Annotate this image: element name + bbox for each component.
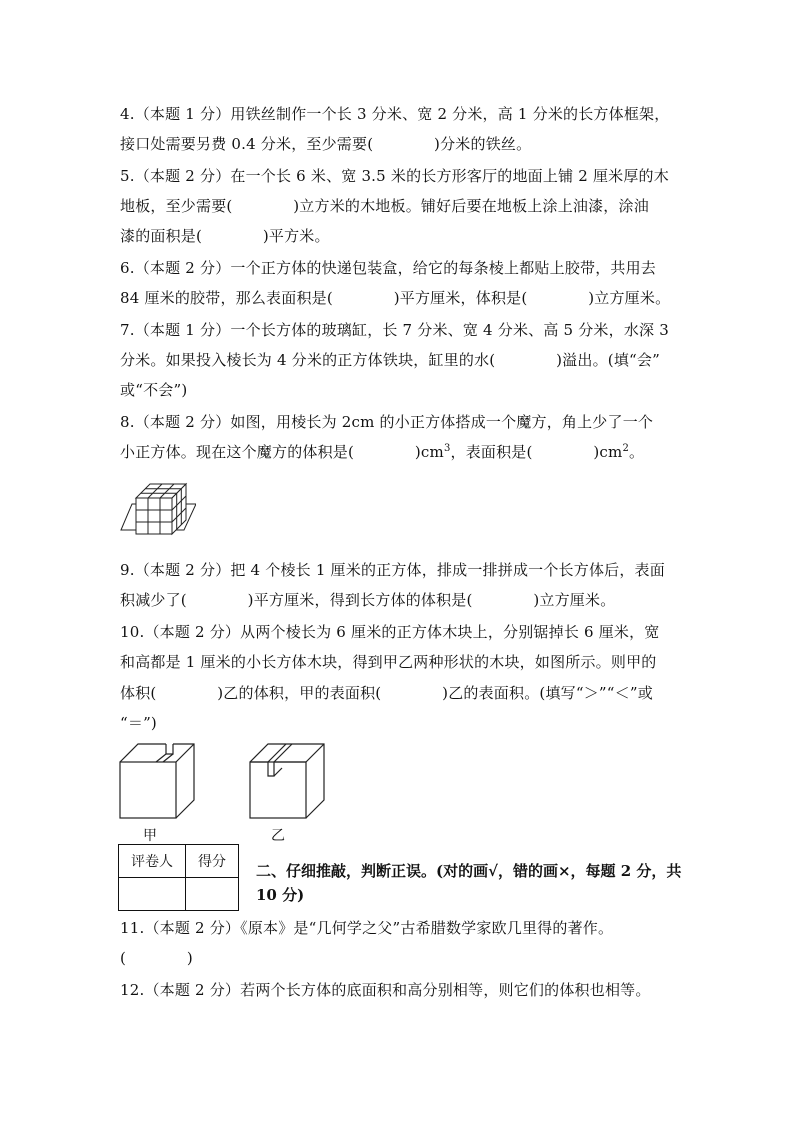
question-4-line-1: 4.（本题 1 分）用铁丝制作一个长 3 分米、宽 2 分米，高 1 分米的长方体框架， (120, 105, 670, 123)
question-11-answer-blank: ( ) (120, 949, 193, 967)
score-cell[interactable] (186, 878, 239, 911)
cube-front-face (136, 498, 172, 534)
figure-label-yi: 乙 (271, 828, 285, 844)
question-9-line-1: 9.（本题 2 分）把 4 个棱长 1 厘米的正方体，排成一排拼成一个长方体后，表面 (120, 561, 665, 579)
question-10-line-4: “＝”) (120, 714, 157, 732)
cubic-unit-superscript: 3 (443, 443, 451, 454)
question-10-line-2: 和高都是 1 厘米的小长方体木块，得到甲乙两种形状的木块，如图所示。则甲的 (120, 653, 657, 671)
score-table-header-score: 得分 (186, 845, 239, 878)
question-8-volume-text: 小正方体。现在这个魔方的体积是( )cm (120, 443, 444, 461)
square-unit-superscript: 2 (622, 443, 629, 454)
question-10-line-1: 10.（本题 2 分）从两个棱长为 6 厘米的正方体木块上，分别锯掉长 6 厘米，宽 (120, 623, 660, 641)
question-6-line-1: 6.（本题 2 分）一个正方体的快递包装盒，给它的每条棱上都贴上胶带，共用去 (120, 259, 656, 277)
question-7-line-3: 或“不会”) (120, 381, 188, 399)
question-7-line-1: 7.（本题 1 分）一个长方体的玻璃缸，长 7 分米、宽 4 分米、高 5 分米，水深 3 (120, 321, 669, 339)
question-11-line-1: 11.（本题 2 分）《原本》是“几何学之父”古希腊数学家欧几里得的著作。 (120, 919, 614, 937)
question-6-line-2: 84 厘米的胶带，那么表面积是( )平方厘米，体积是( )立方厘米。 (120, 289, 671, 307)
figure-label-jia: 甲 (143, 828, 157, 844)
question-12-line-1: 12.（本题 2 分）若两个长方体的底面积和高分别相等，则它们的体积也相等。 (120, 981, 651, 999)
question-5-line-2: 地板，至少需要( )立方米的木地板。铺好后要在地板上涂上油漆，涂油 (120, 197, 649, 215)
rubik-cube-figure (120, 474, 196, 544)
block-jia (120, 744, 194, 818)
score-table (118, 844, 239, 911)
question-8-period: 。 (629, 443, 645, 461)
grader-cell[interactable] (119, 878, 186, 911)
question-5-line-1: 5.（本题 2 分）在一个长 6 米、宽 3.5 米的长方形客厅的地面上铺 2 厘米厚的木 (120, 167, 669, 185)
question-8-area-text: ，表面积是( )cm (450, 443, 623, 461)
question-8-line-2 (120, 442, 644, 462)
section-2-title: 二、仔细推敲，判断正误。(对的画√，错的画×，每题 2 分，共 10 分) (256, 862, 682, 904)
question-9-line-2: 积减少了( )平方厘米，得到长方体的体积是( )立方厘米。 (120, 591, 616, 609)
block-yi (250, 744, 324, 818)
question-10-line-3: 体积( )乙的体积，甲的表面积( )乙的表面积。(填写“＞”“＜”或 (120, 684, 653, 702)
score-table-header-grader: 评卷人 (119, 845, 186, 878)
question-4-line-2: 接口处需要另费 0.4 分米，至少需要( )分米的铁丝。 (120, 135, 532, 153)
question-8-line-1: 8.（本题 2 分）如图，用棱长为 2cm 的小正方体搭成一个魔方，角上少了一个 (120, 413, 654, 431)
wood-blocks-figure (118, 742, 328, 822)
question-7-line-2: 分米。如果投入棱长为 4 分米的正方体铁块，缸里的水( )溢出。(填“会” (120, 351, 660, 369)
question-5-line-3: 漆的面积是( )平方米。 (120, 227, 330, 245)
